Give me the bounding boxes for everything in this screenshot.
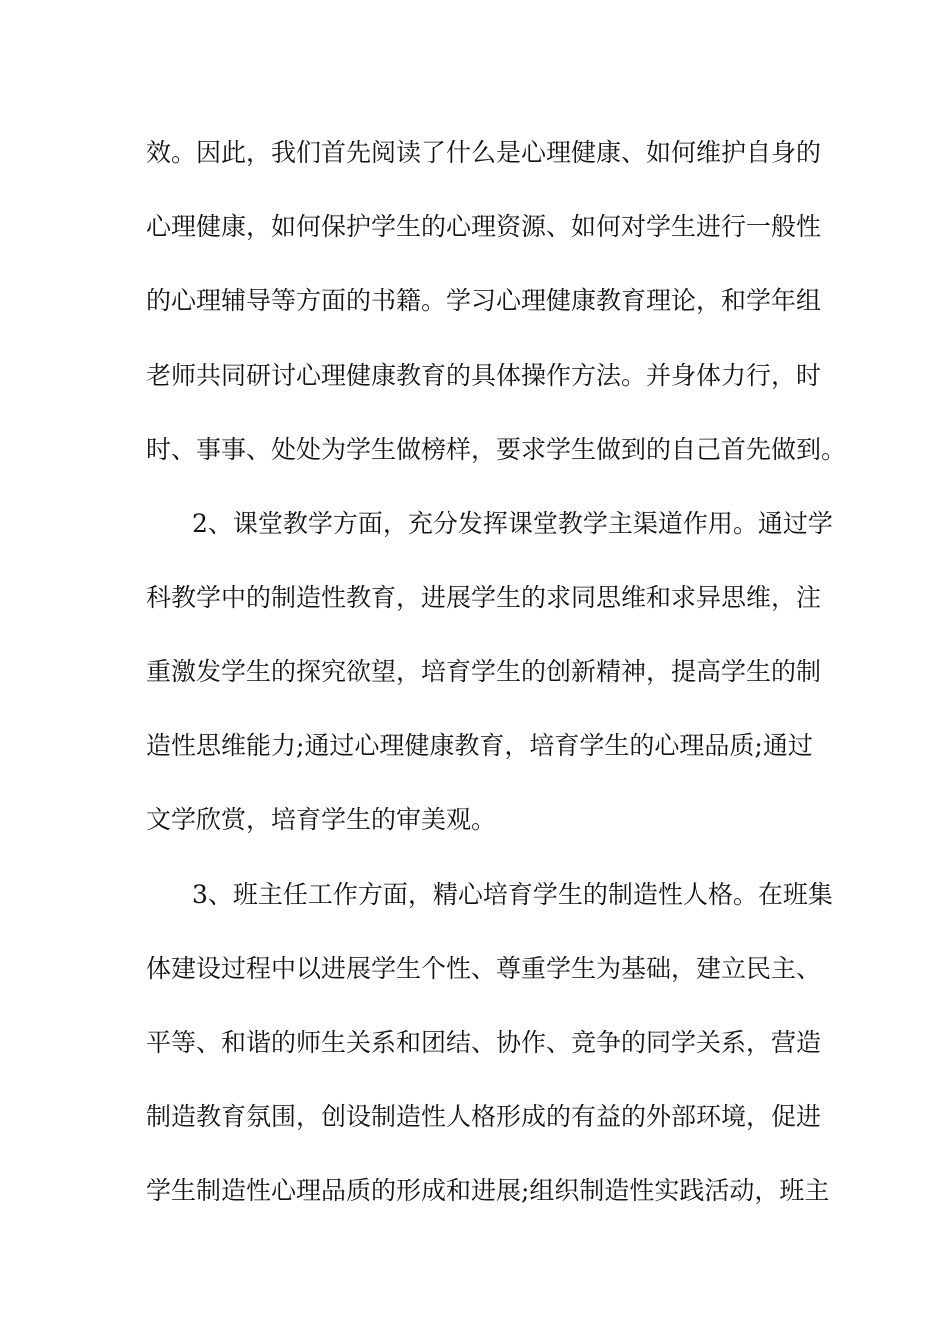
text-line: 造性思维能力;通过心理健康教育，培育学生的心理品质;通过 — [146, 731, 813, 760]
text-line: 效。因此，我们首先阅读了什么是心理健康、如何维护自身的 — [146, 138, 822, 167]
text-line: 重激发学生的探究欲望，培育学生的创新精神，提高学生的制 — [146, 657, 822, 686]
text-line: 平等、和谐的师生关系和团结、协作、竞争的同学关系，营造 — [146, 1028, 822, 1057]
text-line: 的心理辅导等方面的书籍。学习心理健康教育理论，和学年组 — [146, 286, 822, 315]
paragraph-2-first-line: 2、课堂教学方面，充分发挥课堂教学主渠道作用。通过学 — [192, 509, 833, 538]
text-line: 时、事事、处处为学生做榜样，要求学生做到的自己首先做到。 — [146, 435, 847, 464]
text-line: 体建设过程中以进展学生个性、尊重学生为基础，建立民主、 — [146, 954, 822, 983]
text-line: 学生制造性心理品质的形成和进展;组织制造性实践活动，班主 — [146, 1176, 830, 1205]
text-line: 心理健康，如何保护学生的心理资源、如何对学生进行一般性 — [146, 212, 822, 241]
text-line: 老师共同研讨心理健康教育的具体操作方法。并身体力行，时 — [146, 361, 822, 390]
text-line: 科教学中的制造性教育，进展学生的求同思维和求异思维，注 — [146, 583, 822, 612]
paragraph-3-first-line: 3、班主任工作方面，精心培育学生的制造性人格。在班集 — [192, 880, 833, 909]
text-line: 制造教育氛围，创设制造性人格形成的有益的外部环境，促进 — [146, 1102, 822, 1131]
text-line: 文学欣赏，培育学生的审美观。 — [146, 805, 497, 834]
